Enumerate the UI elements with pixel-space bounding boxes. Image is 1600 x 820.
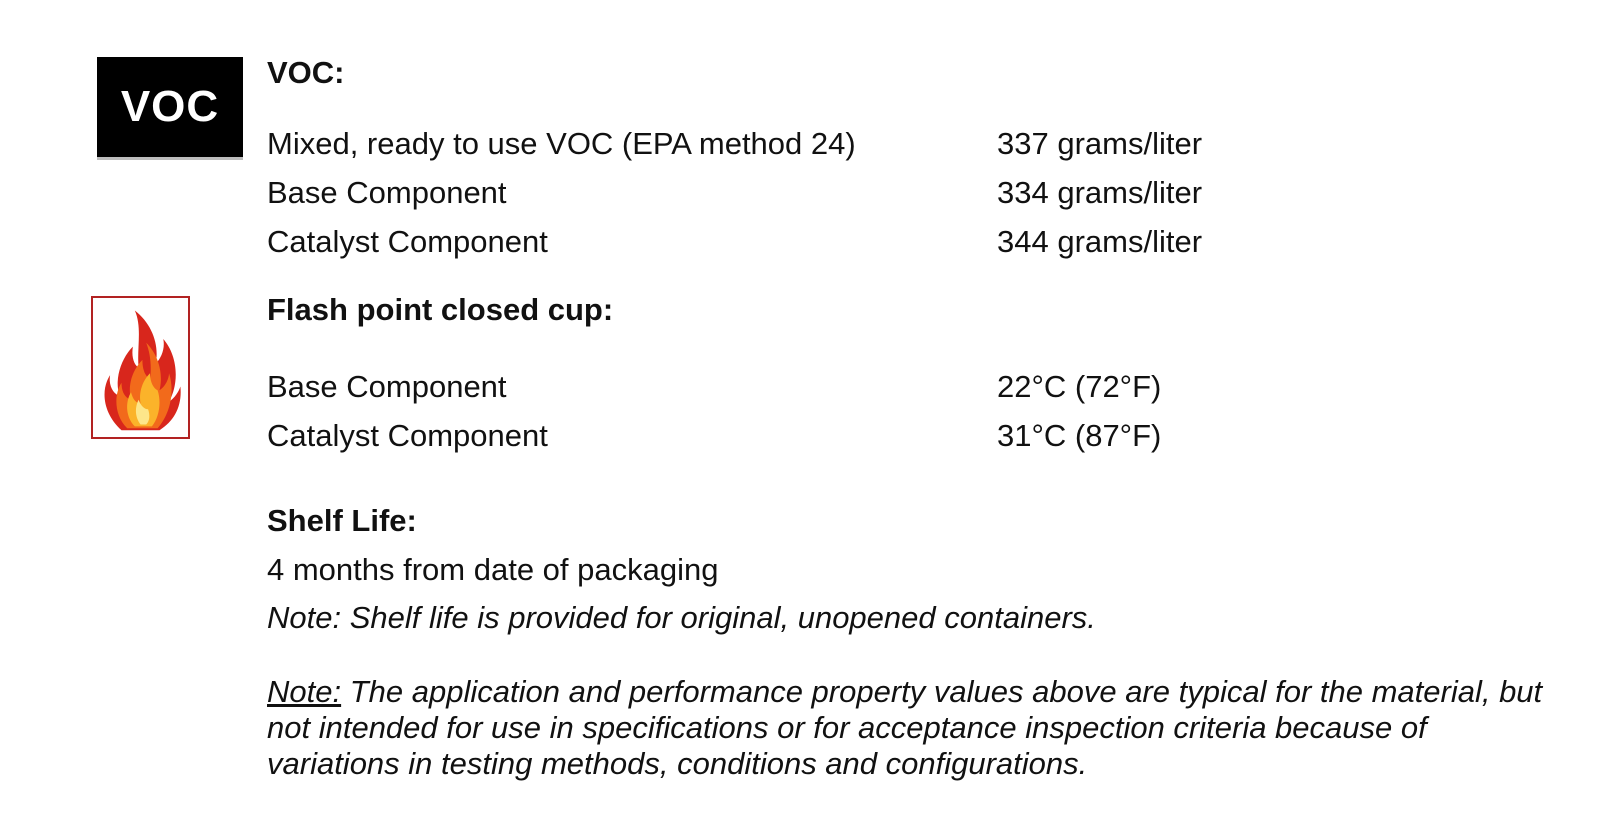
flash-row-catalyst-label: Catalyst Component	[267, 418, 548, 453]
disclaimer-text: The application and performance property values above are typical for the material, but not intended for use in specifications or for acceptance inspection criteria because of variations in testing methods, conditions and configurations.	[267, 674, 1543, 781]
voc-heading: VOC:	[267, 55, 345, 90]
flash-row-base-label: Base Component	[267, 369, 507, 404]
voc-row-base-value: 334 grams/liter	[997, 175, 1203, 210]
voc-row-base-label: Base Component	[267, 175, 507, 210]
shelf-life-note: Note: Shelf life is provided for original, unopened containers.	[267, 600, 1096, 635]
voc-badge	[97, 57, 243, 157]
voc-row-catalyst-label: Catalyst Component	[267, 224, 548, 259]
voc-badge-label: VOC	[120, 82, 220, 131]
shelf-life-text: 4 months from date of packaging	[267, 552, 719, 587]
voc-row-mixed-label: Mixed, ready to use VOC (EPA method 24)	[267, 126, 856, 161]
flash-row-base-value: 22°C (72°F)	[997, 369, 1162, 404]
disclaimer-lead: Note:	[267, 674, 342, 709]
voc-row-mixed-value: 337 grams/liter	[997, 126, 1203, 161]
disclaimer-note	[267, 674, 1567, 782]
shelf-life-heading: Shelf Life:	[267, 503, 417, 538]
flash-point-heading: Flash point closed cup:	[267, 292, 614, 327]
flame-icon	[91, 296, 190, 439]
flash-row-catalyst-value: 31°C (87°F)	[997, 418, 1162, 453]
voc-row-catalyst-value: 344 grams/liter	[997, 224, 1203, 259]
